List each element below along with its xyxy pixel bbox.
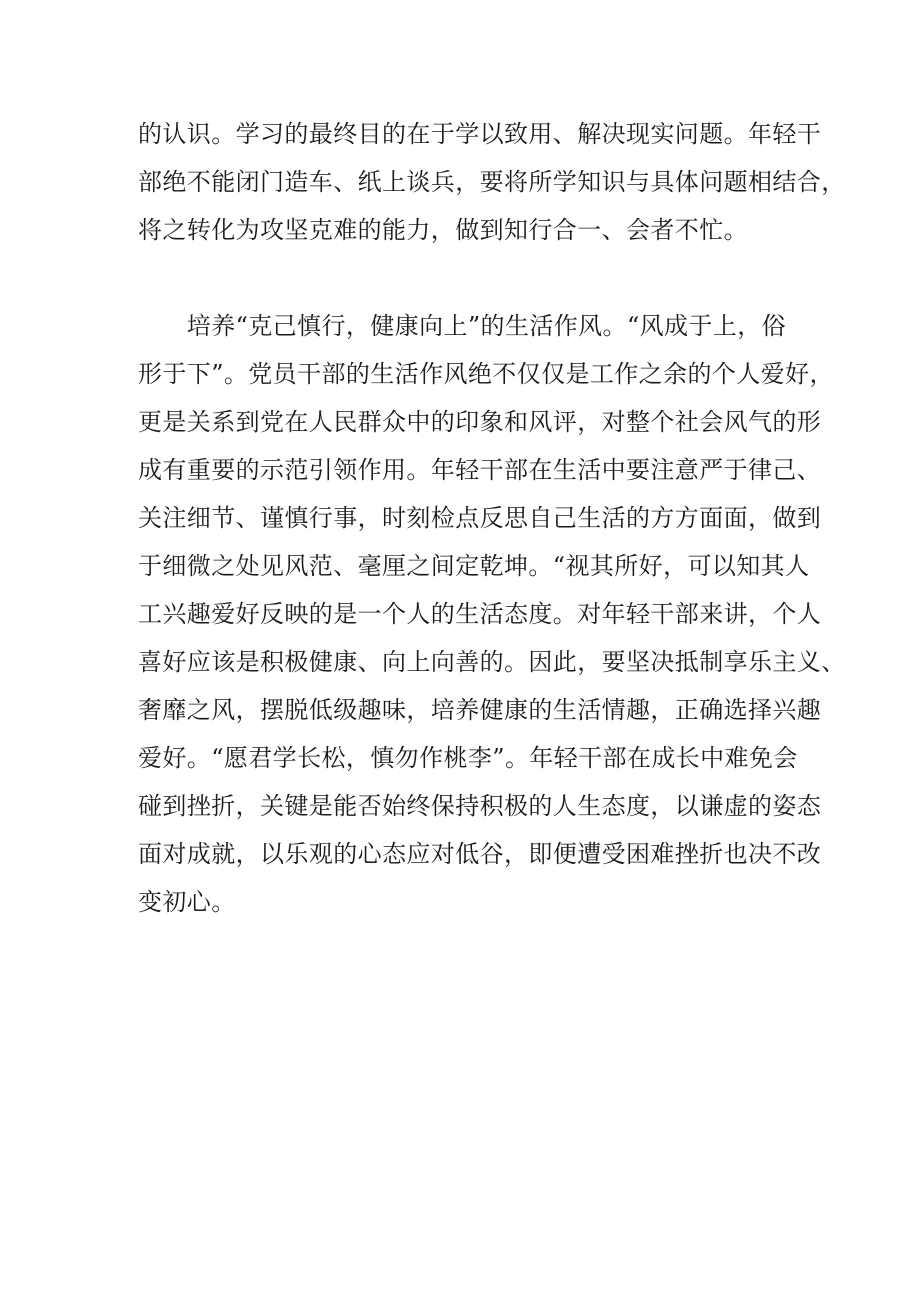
paragraph-lifestyle (138, 302, 846, 926)
text-line: 关注细节、谨慎行事，时刻检点反思自己生活的方方面面，做到 (138, 504, 822, 532)
text-line: 的认识。学习的最终目的在于学以致用、解决现实问题。年轻干 (138, 120, 822, 148)
text-line: 面对成就，以乐观的心态应对低谷，即便遭受困难挫折也决不改 (138, 840, 822, 868)
text-line: 碰到挫折，关键是能否始终保持积极的人生态度，以谦虚的姿态 (138, 792, 822, 820)
text-line: 将之转化为攻坚克难的能力，做到知行合一、会者不忙。 (138, 216, 748, 244)
paragraph-continued (138, 110, 846, 254)
text-line: 工兴趣爱好反映的是一个人的生活态度。对年轻干部来讲，个人 (138, 600, 822, 628)
text-line: 爱好。“愿君学长松，慎勿作桃李”。年轻干部在成长中难免会 (138, 744, 798, 772)
text-line: 成有重要的示范引领作用。年轻干部在生活中要注意严于律己、 (138, 456, 822, 484)
text-line: 奢靡之风，摆脱低级趣味，培养健康的生活情趣，正确选择兴趣 (138, 696, 822, 724)
text-line: 变初心。 (138, 888, 236, 916)
text-line: 形于下”。党员干部的生活作风绝不仅仅是工作之余的个人爱好， (138, 360, 834, 388)
text-line: 于细微之处见风范、毫厘之间定乾坤。“视其所好，可以知其人 (138, 552, 810, 580)
text-line: 部绝不能闭门造车、纸上谈兵，要将所学知识与具体问题相结合， (138, 168, 846, 196)
text-line: 更是关系到党在人民群众中的印象和风评，对整个社会风气的形 (138, 408, 822, 436)
text-line: 培养“克己慎行，健康向上”的生活作风。“风成于上，俗 (138, 312, 787, 340)
text-line: 喜好应该是积极健康、向上向善的。因此，要坚决抵制享乐主义、 (138, 648, 846, 676)
